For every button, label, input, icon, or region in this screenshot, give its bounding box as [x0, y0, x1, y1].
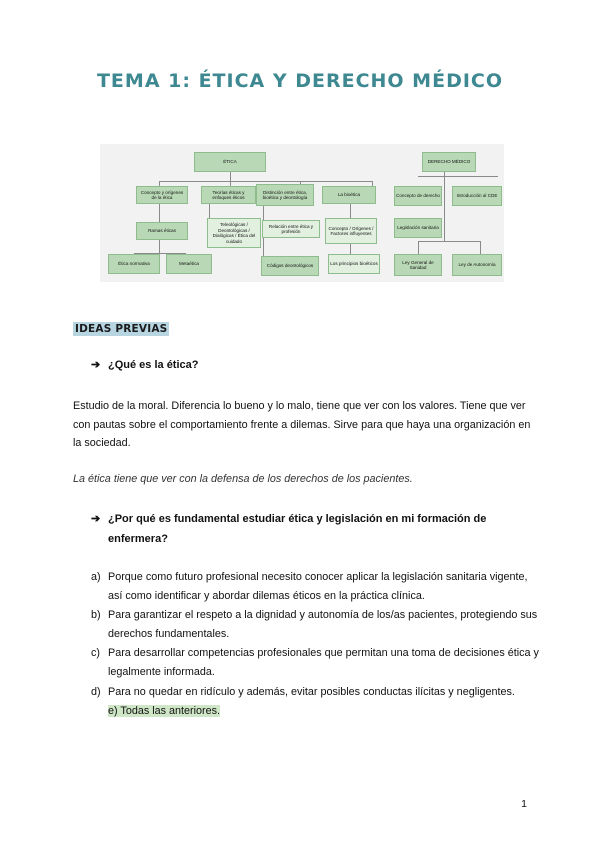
italic-note: La ética tiene que ver con la defensa de los derechos de los pacientes. [73, 473, 413, 485]
option-letter: e) [108, 705, 118, 718]
option-text: Porque como futuro profesional necesito conocer aplicar la legislación sanitaria vigente, así como identificar y abordar dilemas éticos en la práctica clínica. [108, 571, 528, 602]
answer-paragraph: Estudio de la moral. Diferencia lo bueno y lo malo, tiene que ver con los valores. Tiene que ver con pautas sobre el comportamiento frente a dilemas. Sirve para que haya una organización en la sociedad. [73, 400, 531, 450]
node-relacion: Relación entre ética y profesión [262, 220, 320, 238]
node-ley-general: Ley General de Sanidad [394, 254, 442, 276]
node-concepto-derecho: Concepto de derecho [394, 186, 442, 206]
node-derecho-medico: DERECHO MÉDICO [422, 152, 476, 172]
options-list [91, 568, 541, 722]
node-ramas: Ramas éticas [136, 222, 188, 240]
right-arrow-icon: ➔ [91, 359, 101, 371]
connector [159, 181, 372, 182]
connector [418, 241, 419, 255]
concept-map [100, 144, 504, 282]
list-item [91, 606, 541, 643]
connector [480, 241, 481, 255]
node-teorias: Teorías éticas y enfoques éticos [201, 186, 256, 204]
option-letter: d) [91, 685, 101, 698]
list-item-highlighted [91, 702, 541, 721]
right-arrow-icon: ➔ [91, 513, 101, 525]
option-letter: c) [91, 647, 100, 660]
option-text: Para no quedar en ridículo y además, evitar posibles conductas ilícitas y negligentes. [108, 685, 515, 698]
option-text: Todas las anteriores. [120, 705, 221, 718]
option-text: Para desarrollar competencias profesionales que permitan una toma de decisiones ética y legalmente informada. [108, 647, 539, 678]
option-letter: b) [91, 609, 101, 622]
node-metaetica: Metaética [166, 254, 212, 274]
section-title: IDEAS PREVIAS [75, 323, 168, 335]
document-title: TEMA 1: ÉTICA Y DERECHO MÉDICO [96, 70, 504, 92]
node-principios: Los principios bioéticos [328, 254, 380, 274]
question-2: ¿Por qué es fundamental estudiar ética y legislación en mi formación de enfermera? [108, 513, 487, 545]
node-distincion: Distinción entre ética, bioética y deontología [256, 184, 314, 206]
question-1: ¿Qué es la ética? [108, 359, 199, 371]
node-etica-normativa: Ética normativa [108, 254, 160, 274]
node-etica: ÉTICA [194, 152, 266, 172]
connector [418, 176, 498, 177]
node-concepto-origenes: Concepto y orígenes de la ética [136, 186, 188, 204]
connector [444, 171, 445, 241]
node-teleologicas: Teleológicas / Deontológicas / Dialógicas / Ética del cuidado [207, 218, 261, 248]
connector [418, 241, 480, 242]
node-codigos: Códigos deontológicos [261, 256, 319, 276]
option-letter: a) [91, 571, 101, 583]
node-concepto-origenes-factores: Concepto / Orígenes / Factores influyentes [325, 218, 377, 244]
node-bioetica: La bioética [322, 186, 376, 204]
list-item [91, 644, 541, 681]
node-introduccion-cde: Introducción al CDE [452, 186, 502, 206]
node-ley-autonomia: Ley de Autonomía [452, 254, 502, 276]
node-legislacion: Legislación sanitaria [394, 218, 442, 238]
list-item [91, 568, 541, 605]
page-number: 1 [521, 798, 527, 810]
list-item [91, 683, 541, 702]
option-text: Para garantizar el respeto a la dignidad y autonomía de los/as pacientes, protegiendo sus derechos fundamentales. [108, 609, 538, 640]
